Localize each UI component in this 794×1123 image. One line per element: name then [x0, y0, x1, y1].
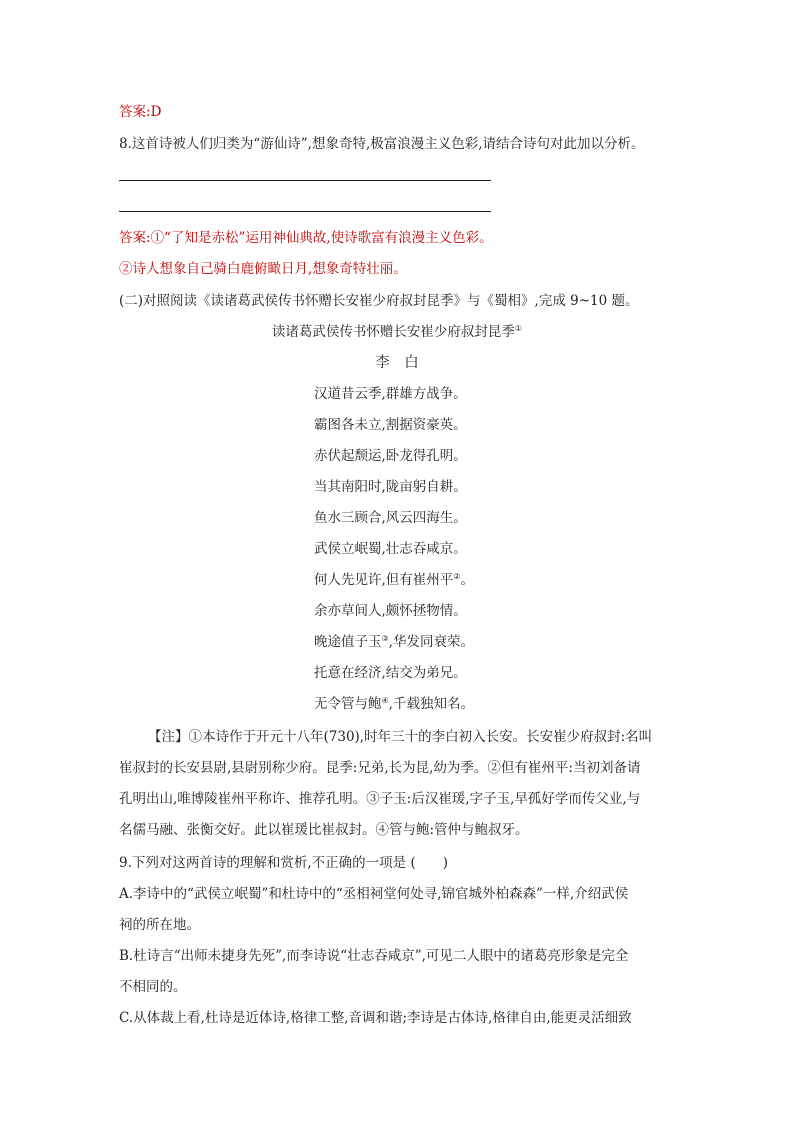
section-heading: (二)对照阅读《读诸葛武侯传书怀赠长安崔少府叔封昆季》与《蜀相》,完成 9~10 题。	[119, 293, 639, 309]
poem-line-text: 无令管与鲍	[314, 696, 382, 712]
poem-line-text: 赤伏起颓运,卧龙得孔明。	[314, 448, 467, 464]
note-line: 名儒马融、张衡交好。此以崔瑗比崔叔封。④管与鲍:管仲与鲍叔牙。	[119, 822, 529, 838]
poem-title-text: 读诸葛武侯传书怀赠长安崔少府叔封昆季	[271, 324, 515, 340]
answer-label: 答案:	[119, 104, 151, 120]
poem-line-text: 鱼水三顾合,风云四海生。	[314, 510, 467, 526]
answer-blank-line	[119, 211, 491, 212]
poem-title-note: ①	[514, 324, 523, 333]
q9-option-line: 不相同的。	[119, 979, 187, 995]
poem-line	[314, 601, 467, 621]
q7-answer	[119, 102, 161, 122]
poem-line-tail: ,千载独知名。	[388, 696, 474, 712]
poem-line-tail: 。	[460, 572, 474, 588]
poem-line	[314, 508, 467, 528]
poem-line	[314, 632, 474, 652]
q8-answer-2: ②诗人想象自己骑白鹿俯瞰日月,想象奇特壮丽。	[119, 261, 407, 277]
q9-option-line: C.从体裁上看,杜诗是近体诗,格律工整,音调和谐;李诗是古体诗,格律自由,能更灵活细致	[119, 1010, 632, 1026]
poem-line	[314, 446, 467, 466]
poem-line	[314, 539, 467, 559]
footnote-marker: ③	[381, 634, 389, 643]
q8-question: 8.这首诗被人们归类为“游仙诗”,想象奇特,极富浪漫主义色彩,请结合诗句对此加以分析。	[119, 136, 645, 152]
poem-line-text: 何人先见许,但有崔州平	[314, 572, 454, 588]
answer-text: ①“了知是赤松”运用神仙典故,使诗歌富有浪漫主义色彩。	[150, 230, 493, 246]
poem-author: 李 白	[375, 355, 419, 371]
poem-line	[314, 477, 467, 497]
poem-line-text: 托意在经济,结交为弟兄。	[314, 665, 467, 681]
poem-line-text: 当其南阳时,陇亩躬自耕。	[314, 479, 467, 495]
poem-line	[314, 570, 474, 590]
poem-line	[314, 663, 467, 683]
poem-line-text: 汉道昔云季,群雄方战争。	[314, 386, 467, 402]
q9-question: 9.下列对这两首诗的理解和赏析,不正确的一项是 ( )	[119, 855, 448, 871]
poem-line-text: 霸图各未立,割据资豪英。	[314, 417, 467, 433]
footnote-marker: ④	[381, 696, 389, 705]
poem-line	[314, 415, 467, 435]
answer-label: 答案:	[119, 230, 151, 246]
footnote-marker: ②	[453, 572, 461, 581]
poem-line-text: 晚途值子玉	[314, 634, 382, 650]
q9-option-line: 祠的所在地。	[119, 917, 200, 933]
note-line: 崔叔封的长安县尉,县尉别称少府。昆季:兄弟,长为昆,幼为季。②但有崔州平:当初刘备请	[119, 760, 641, 776]
poem-title	[0, 322, 794, 342]
note-line: 【注】①本诗作于开元十八年(730),时年三十的李白初入长安。长安崔少府叔封:名叫	[148, 729, 653, 745]
q8-answer-1	[119, 228, 493, 248]
note-line: 孔明出山,唯博陵崔州平称许、推荐孔明。③子玉:后汉崔瑗,字子玉,早孤好学而传父业,与	[119, 791, 641, 807]
poem-line	[314, 384, 467, 404]
answer-value: D	[150, 104, 162, 120]
poem-line-text: 余亦草间人,颇怀拯物情。	[314, 603, 467, 619]
poem-line-text: 武侯立岷蜀,壮志吞咸京。	[314, 541, 467, 557]
q9-option-line: B.杜诗言“出师未捷身先死”,而李诗说“壮志吞咸京”,可见二人眼中的诸葛亮形象是完全	[119, 948, 629, 964]
poem-line-tail: ,华发同衰荣。	[388, 634, 474, 650]
answer-blank-line	[119, 180, 491, 181]
poem-line	[314, 694, 474, 714]
q9-option-line: A.李诗中的“武侯立岷蜀”和杜诗中的“丞相祠堂何处寻,锦官城外柏森森”一样,介绍武侯	[119, 886, 629, 902]
